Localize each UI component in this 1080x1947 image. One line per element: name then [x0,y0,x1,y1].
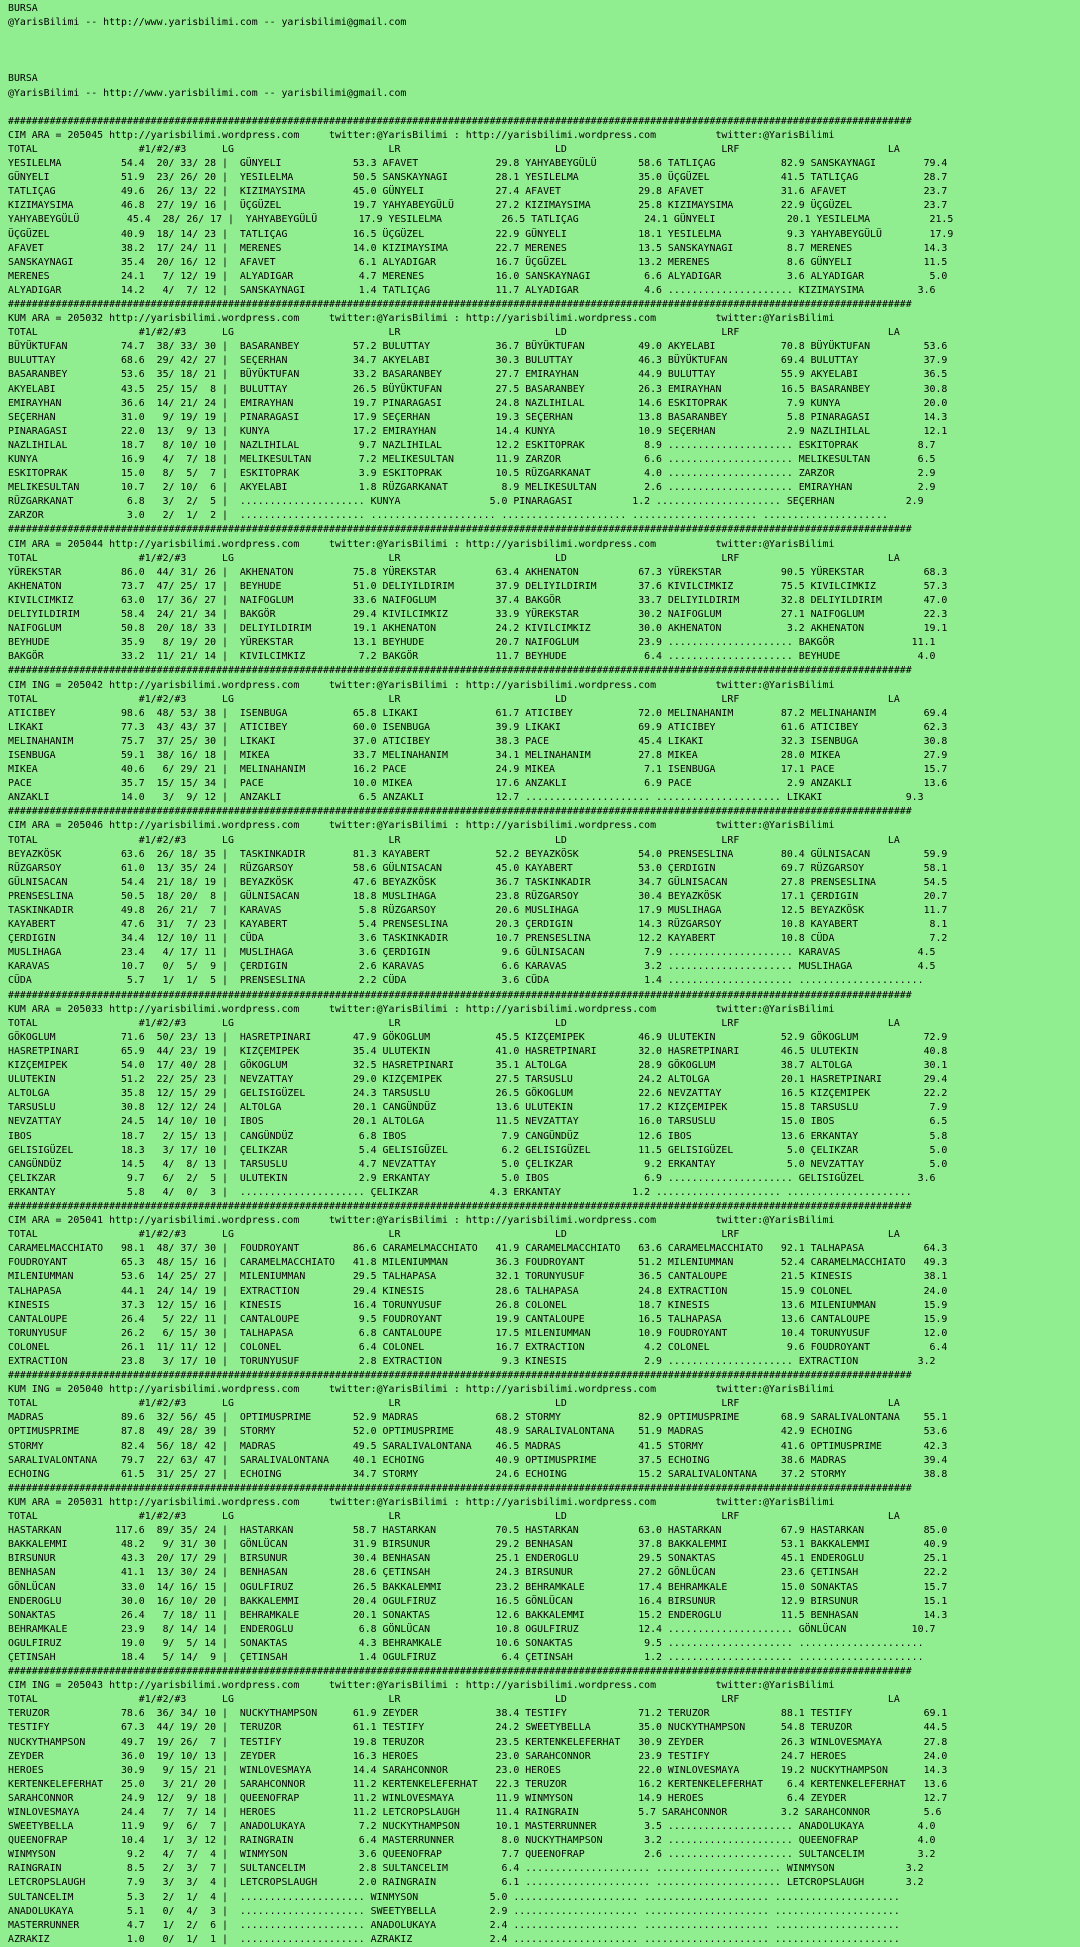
horse-row: SEÇERHAN 31.0 9/ 19/ 19 | PINARAGASI 17.9 SEÇERHAN 19.3 SEÇERHAN 13.8 BASARANBEY 5.8 PINARAGASI 14.3 [8,411,948,423]
horse-row: KINESIS 37.3 12/ 15/ 16 | KINESIS 16.4 TORUNYUSUF 26.8 COLONEL 18.7 KINESIS 13.6 MILENIUMMAN 15.9 [8,1299,948,1311]
horse-row: PRENSESLINA 50.5 18/ 20/ 8 | GÜLNISACAN 18.8 MUSLIHAGA 23.8 RÜZGARSOY 30.4 BEYAZKÖSK 17.1 ÇERDIGIN 20.7 [8,890,948,902]
horse-row: RÜZGARKANAT 6.8 3/ 2/ 5 | ..................... KUNYA 5.0 PINARAGASI 1.2 ..................... SEÇERHAN 2.9 [8,496,924,508]
horse-row: ERKANTAY 5.8 4/ 0/ 3 | ..................... ÇELIKZAR 4.3 ERKANTAY 1.2 ..................... ..................... [8,1186,912,1198]
horse-row: YESILELMA 54.4 20/ 33/ 28 | GÜNYELI 53.3 AFAVET 29.8 YAHYABEYGÜLÜ 58.6 TATLIÇAG 82.9 SANSKAYNAGI 79.4 [8,158,948,170]
horse-row: WINLOVESMAYA 24.4 7/ 7/ 14 | HEROES 11.2 LETCROPSLAUGH 11.4 RAINGRAIN 5.7 SARAHCONNOR 3.2 SARAHCONNOR 5.6 [8,1807,942,1818]
horse-row: AKYELABI 43.5 25/ 15/ 8 | BULUTTAY 26.5 BÜYÜKTUFAN 27.5 BASARANBEY 26.3 EMIRAYHAN 16.5 BASARANBEY 30.8 [8,383,948,395]
horse-row: KIVILCIMKIZ 63.0 17/ 36/ 27 | NAIFOGLUM 33.6 NAIFOGLUM 37.4 BAKGÖR 33.7 DELIYILDIRIM 32.8 DELIYILDIRIM 47.0 [8,594,948,606]
horse-row: RÜZGARSOY 61.0 13/ 35/ 24 | RÜZGARSOY 58.6 GÜLNISACAN 45.0 KAYABERT 53.0 ÇERDIGIN 69.7 RÜZGARSOY 58.1 [8,862,948,874]
horse-row: HASRETPINARI 65.9 44/ 23/ 19 | KIZÇEMIPEK 35.4 ULUTEKIN 41.0 HASRETPINARI 32.0 HASRETPINARI 46.5 ULUTEKIN 40.8 [8,1045,948,1057]
horse-row: QUEENOFRAP 10.4 1/ 3/ 12 | RAINGRAIN 6.4 MASTERRUNNER 8.0 NUCKYTHAMPSON 3.2 ..................... QUEENOFRAP 4.0 [8,1835,936,1847]
horse-row: DELIYILDIRIM 58.4 24/ 21/ 34 | BAKGÖR 29.4 KIVILCIMKIZ 33.9 YÜREKSTAR 30.2 NAIFOGLUM 27.1 NAIFOGLUM 22.3 [8,609,948,621]
horse-row: ANADOLUKAYA 5.1 0/ 4/ 3 | ..................... SWEETYBELLA 2.9 ..................... ..................... ..................... [8,1905,900,1917]
column-header: TOTAL #1/#2/#3 LG LR LD LRF LA [8,1694,900,1706]
horse-row: RAINGRAIN 8.5 2/ 3/ 7 | SULTANCELIM 2.8 SULTANCELIM 6.4 ..................... ..................... WINMYSON 3.2 [8,1863,924,1875]
separator-line: ######################################################################################################################################################## [8,524,912,536]
horse-row: GÖKOGLUM 71.6 50/ 23/ 13 | HASRETPINARI 47.9 GÖKOGLUM 45.5 KIZÇEMIPEK 46.9 ULUTEKIN 52.9 GÖKOGLUM 72.9 [8,1031,948,1043]
horse-row: ENDEROGLU 30.0 16/ 10/ 20 | BAKKALEMMI 20.4 OGULFIRUZ 16.5 GÖNLÜCAN 16.4 BIRSUNUR 12.9 BIRSUNUR 15.1 [8,1595,948,1607]
credit-line: @YarisBilimi -- http://www.yarisbilimi.com -- yarisbilimi@gmail.com [8,17,407,29]
race-header: CIM ING = 205042 http://yarisbilimi.wordpress.com twitter:@YarisBilimi : http://yarisbilimi.wordpress.com twitter:@YarisBilimi [8,679,835,691]
column-header: TOTAL #1/#2/#3 LG LR LD LRF LA [8,143,900,155]
horse-row: ÇELIKZAR 9.7 6/ 2/ 5 | ULUTEKIN 2.9 ERKANTAY 5.0 IBOS 6.9 ..................... GELISIGÜZEL 3.6 [8,1172,936,1184]
column-header: TOTAL #1/#2/#3 LG LR LD LRF LA [8,552,900,564]
horse-row: BÜYÜKTUFAN 74.7 38/ 33/ 30 | BASARANBEY 57.2 BULUTTAY 36.7 BÜYÜKTUFAN 49.0 AKYELABI 70.8 BÜYÜKTUFAN 53.6 [8,341,948,353]
separator-line: ######################################################################################################################################################## [8,1370,912,1382]
blank-line [8,101,1080,115]
credit-line: @YarisBilimi -- http://www.yarisbilimi.com -- yarisbilimi@gmail.com [8,87,407,99]
horse-row: KERTENKELEFERHAT 25.0 3/ 21/ 20 | SARAHCONNOR 11.2 KERTENKELEFERHAT 22.3 TERUZOR 16.2 KERTENKELEFERHAT 6.4 KERTENKELEFERHAT 13.6 [8,1778,948,1790]
horse-row: MIKEA 40.6 6/ 29/ 21 | MELINAHANIM 16.2 PACE 24.9 MIKEA 7.1 ISENBUGA 17.1 PACE 15.7 [8,764,948,776]
horse-row: CANTALOUPE 26.4 5/ 22/ 11 | CANTALOUPE 9.5 FOUDROYANT 19.9 CANTALOUPE 16.5 TALHAPASA 13.6 CANTALOUPE 15.9 [8,1313,948,1325]
horse-row: ANZAKLI 14.0 3/ 9/ 12 | ANZAKLI 6.5 ANZAKLI 12.7 ..................... ..................... LIKAKI 9.3 [8,792,924,804]
horse-row: KAYABERT 47.6 31/ 7/ 23 | KAYABERT 5.4 PRENSESLINA 20.3 ÇERDIGIN 14.3 RÜZGARSOY 10.8 KAYABERT 8.1 [8,919,948,931]
horse-row: BASARANBEY 53.6 35/ 18/ 21 | BÜYÜKTUFAN 33.2 BASARANBEY 27.7 EMIRAYHAN 44.9 BULUTTAY 55.9 AKYELABI 36.5 [8,369,948,381]
horse-row: SARAHCONNOR 24.9 12/ 9/ 18 | QUEENOFRAP 11.2 WINLOVESMAYA 11.9 WINMYSON 14.9 HEROES 6.4 ZEYDER 12.7 [8,1792,948,1804]
horse-row: BAKGÖR 33.2 11/ 21/ 14 | KIVILCIMKIZ 7.2 BAKGÖR 11.7 BEYHUDE 6.4 ..................... BEYHUDE 4.0 [8,651,936,663]
horse-row: AFAVET 38.2 17/ 24/ 11 | MERENES 14.0 KIZIMAYSIMA 22.7 MERENES 13.5 SANSKAYNAGI 8.7 MERENES 14.3 [8,242,948,254]
column-header: TOTAL #1/#2/#3 LG LR LD LRF LA [8,1511,900,1523]
horse-row: HEROES 30.9 9/ 15/ 21 | WINLOVESMAYA 14.4 SARAHCONNOR 23.0 HEROES 22.0 WINLOVESMAYA 19.2 NUCKYTHAMPSON 14.3 [8,1764,948,1776]
horse-row: BIRSUNUR 43.3 20/ 17/ 29 | BIRSUNUR 30.4 BENHASAN 25.1 ENDEROGLU 29.5 SONAKTAS 45.1 ENDEROGLU 25.1 [8,1553,948,1565]
horse-row: KARAVAS 10.7 0/ 5/ 9 | ÇERDIGIN 2.6 KARAVAS 6.6 KARAVAS 3.2 ..................... MUSLIHAGA 4.5 [8,961,936,973]
race-header: CIM ARA = 205045 http://yarisbilimi.wordpress.com twitter:@YarisBilimi : http://yarisbilimi.wordpress.com twitter:@YarisBilimi [8,129,835,141]
horse-row: ALYADIGAR 14.2 4/ 7/ 12 | SANSKAYNAGI 1.4 TATLIÇAG 11.7 ALYADIGAR 4.6 ..................... KIZIMAYSIMA 3.6 [8,284,936,296]
horse-row: SONAKTAS 26.4 7/ 18/ 11 | BEHRAMKALE 20.1 SONAKTAS 12.6 BAKKALEMMI 15.2 ENDEROGLU 11.5 BENHASAN 14.3 [8,1609,948,1621]
horse-row: ÇETINSAH 18.4 5/ 14/ 9 | ÇETINSAH 1.4 OGULFIRUZ 6.4 ÇETINSAH 1.2 ..................... ..................... [8,1651,924,1663]
horse-row: IBOS 18.7 2/ 15/ 13 | CANGÜNDÜZ 6.8 IBOS 7.9 CANGÜNDÜZ 12.6 IBOS 13.6 ERKANTAY 5.8 [8,1130,948,1142]
separator-line: ######################################################################################################################################################## [8,1200,912,1212]
city-line: BURSA [8,3,38,14]
blank-line [8,58,1080,72]
horse-row: MILENIUMMAN 53.6 14/ 25/ 27 | MILENIUMMAN 29.5 TALHAPASA 32.1 TORUNYUSUF 36.5 CANTALOUPE 21.5 KINESIS 38.1 [8,1271,948,1283]
separator-line: ######################################################################################################################################################## [8,1482,912,1494]
horse-row: NUCKYTHAMPSON 49.7 19/ 26/ 7 | TESTIFY 19.8 TERUZOR 23.5 KERTENKELEFERHAT 30.9 ZEYDER 26.3 WINLOVESMAYA 27.8 [8,1736,948,1748]
column-header: TOTAL #1/#2/#3 LG LR LD LRF LA [8,1017,900,1029]
race-header: CIM ARA = 205041 http://yarisbilimi.wordpress.com twitter:@YarisBilimi : http://yarisbilimi.wordpress.com twitter:@YarisBilimi [8,1215,835,1227]
blank-line [8,30,1080,44]
separator-line: ######################################################################################################################################################## [8,1666,912,1678]
horse-row: NAZLIHILAL 18.7 8/ 10/ 10 | NAZLIHILAL 9.7 NAZLIHILAL 12.2 ESKITOPRAK 8.9 ..................... ESKITOPRAK 8.7 [8,439,936,451]
horse-row: KUNYA 16.9 4/ 7/ 18 | MELIKESULTAN 7.2 MELIKESULTAN 11.9 ZARZOR 6.6 ..................... MELIKESULTAN 6.5 [8,454,936,465]
horse-row: ESKITOPRAK 15.0 8/ 5/ 7 | ESKITOPRAK 3.9 ESKITOPRAK 10.5 RÜZGARKANAT 4.0 ..................... ZARZOR 2.9 [8,468,936,480]
horse-row: MELIKESULTAN 10.7 2/ 10/ 6 | AKYELABI 1.8 RÜZGARKANAT 8.9 MELIKESULTAN 2.6 ..................... EMIRAYHAN 2.9 [8,482,936,494]
horse-row: MUSLIHAGA 23.4 4/ 17/ 11 | MUSLIHAGA 3.6 ÇERDIGIN 9.6 GÜLNISACAN 7.9 ..................... KARAVAS 4.5 [8,947,936,959]
horse-row: CARAMELMACCHIATO 98.1 48/ 37/ 30 | FOUDROYANT 86.6 CARAMELMACCHIATO 41.9 CARAMELMACCHIATO 63.6 CARAMELMACCHIATO 92.1 TALHAPASA 64.3 [8,1243,948,1255]
blank-line [8,44,1080,58]
horse-row: BENHASAN 41.1 13/ 30/ 24 | BENHASAN 28.6 ÇETINSAH 24.3 BIRSUNUR 27.2 GÖNLÜCAN 23.6 ÇETINSAH 22.2 [8,1567,948,1579]
column-header: TOTAL #1/#2/#3 LG LR LD LRF LA [8,1229,900,1241]
horse-row: ALTOLGA 35.8 12/ 15/ 29 | GELISIGÜZEL 24.3 TARSUSLU 26.5 GÖKOGLUM 22.6 NEVZATTAY 16.5 KIZÇEMIPEK 22.2 [8,1088,948,1100]
column-header: TOTAL #1/#2/#3 LG LR LD LRF LA [8,1398,900,1410]
horse-row: STORMY 82.4 56/ 18/ 42 | MADRAS 49.5 SARALIVALONTANA 46.5 MADRAS 41.5 STORMY 41.6 OPTIMUSPRIME 42.3 [8,1440,948,1452]
horse-row: KIZIMAYSIMA 46.8 27/ 19/ 16 | ÜÇGÜZEL 19.7 YAHYABEYGÜLÜ 27.2 KIZIMAYSIMA 25.8 KIZIMAYSIMA 22.9 ÜÇGÜZEL 23.7 [8,200,948,212]
horse-row: OGULFIRUZ 19.0 9/ 5/ 14 | SONAKTAS 4.3 BEHRAMKALE 10.6 SONAKTAS 9.5 ..................... ..................... [8,1637,924,1649]
separator-line: ######################################################################################################################################################## [8,298,912,310]
horse-row: SWEETYBELLA 11.9 9/ 6/ 7 | ANADOLUKAYA 7.2 NUCKYTHAMPSON 10.1 MASTERRUNNER 3.5 ..................... ANADOLUKAYA 4.0 [8,1821,936,1833]
horse-row: GELISIGÜZEL 18.3 3/ 17/ 10 | ÇELIKZAR 5.4 GELISIGÜZEL 6.2 GELISIGÜZEL 11.5 GELISIGÜZEL 5.0 ÇELIKZAR 5.0 [8,1144,948,1156]
horse-row: BAKKALEMMI 48.2 9/ 31/ 30 | GÖNLÜCAN 31.9 BIRSUNUR 29.2 BENHASAN 37.8 BAKKALEMMI 53.1 BAKKALEMMI 40.9 [8,1539,948,1551]
horse-row: MASTERRUNNER 4.7 1/ 2/ 6 | ..................... ANADOLUKAYA 2.4 ..................... ..................... ..................... [8,1919,900,1931]
horse-row: MERENES 24.1 7/ 12/ 19 | ALYADIGAR 4.7 MERENES 16.0 SANSKAYNAGI 6.6 ALYADIGAR 3.6 ALYADIGAR 5.0 [8,270,948,282]
horse-row: SULTANCELIM 5.3 2/ 1/ 4 | ..................... WINMYSON 5.0 ..................... ..................... ..................... [8,1891,900,1903]
column-header: TOTAL #1/#2/#3 LG LR LD LRF LA [8,693,900,705]
race-header: CIM ARA = 205046 http://yarisbilimi.wordpress.com twitter:@YarisBilimi : http://yarisbilimi.wordpress.com twitter:@YarisBilimi [8,820,835,832]
horse-row: ISENBUGA 59.1 38/ 16/ 18 | MIKEA 33.7 MELINAHANIM 34.1 MELINAHANIM 27.8 MIKEA 28.0 MIKEA 27.9 [8,749,948,761]
horse-row: BEHRAMKALE 23.9 8/ 14/ 14 | ENDEROGLU 6.8 GÖNLÜCAN 10.8 OGULFIRUZ 12.4 ..................... GÖNLÜCAN 10.7 [8,1623,936,1635]
separator-line: ######################################################################################################################################################## [8,989,912,1001]
horse-row: ZARZOR 3.0 2/ 1/ 2 | ..................... ..................... ..................... ..................... ..................... [8,510,888,522]
horse-row: SANSKAYNAGI 35.4 20/ 16/ 12 | AFAVET 6.1 ALYADIGAR 16.7 ÜÇGÜZEL 13.2 MERENES 8.6 GÜNYELI 11.5 [8,256,948,268]
horse-row: GÜLNISACAN 54.4 21/ 18/ 19 | BEYAZKÖSK 47.6 BEYAZKÖSK 36.7 TASKINKADIR 34.7 GÜLNISACAN 27.8 PRENSESLINA 54.5 [8,876,948,888]
horse-row: TORUNYUSUF 26.2 6/ 15/ 30 | TALHAPASA 6.8 CANTALOUPE 17.5 MILENIUMMAN 10.9 FOUDROYANT 10.4 TORUNYUSUF 12.0 [8,1327,948,1339]
horse-row: NAIFOGLUM 50.8 20/ 18/ 33 | DELIYILDIRIM 19.1 AKHENATON 24.2 KIVILCIMKIZ 30.0 AKHENATON 3.2 AKHENATON 19.1 [8,623,948,635]
horse-row: PACE 35.7 15/ 15/ 34 | PACE 10.0 MIKEA 17.6 ANZAKLI 6.9 PACE 2.9 ANZAKLI 13.6 [8,778,948,790]
city-line: BURSA [8,73,38,85]
horse-row: BULUTTAY 68.6 29/ 42/ 27 | SEÇERHAN 34.7 AKYELABI 30.3 BULUTTAY 46.3 BÜYÜKTUFAN 69.4 BULUTTAY 37.9 [8,355,948,367]
horse-row: EMIRAYHAN 36.6 14/ 21/ 24 | EMIRAYHAN 19.7 PINARAGASI 24.8 NAZLIHILAL 14.6 ESKITOPRAK 7.9 KUNYA 20.0 [8,397,948,409]
horse-row: TALHAPASA 44.1 24/ 14/ 19 | EXTRACTION 29.4 KINESIS 28.6 TALHAPASA 24.8 EXTRACTION 15.9 COLONEL 24.0 [8,1285,948,1297]
horse-row: BEYAZKÖSK 63.6 26/ 18/ 35 | TASKINKADIR 81.3 KAYABERT 52.2 BEYAZKÖSK 54.0 PRENSESLINA 80.4 GÜLNISACAN 59.9 [8,848,948,860]
horse-row: YÜREKSTAR 86.0 44/ 31/ 26 | AKHENATON 75.8 YÜREKSTAR 63.4 AKHENATON 67.3 YÜREKSTAR 90.5 YÜREKSTAR 68.3 [8,566,948,578]
horse-row: MELINAHANIM 75.7 37/ 25/ 30 | LIKAKI 37.0 ATICIBEY 38.3 PACE 45.4 LIKAKI 32.3 ISENBUGA 30.8 [8,735,948,747]
race-header: KUM ARA = 205031 http://yarisbilimi.wordpress.com twitter:@YarisBilimi : http://yarisbilimi.wordpress.com twitter:@YarisBilimi [8,1496,835,1508]
horse-row: LIKAKI 77.3 43/ 43/ 37 | ATICIBEY 60.0 ISENBUGA 39.9 LIKAKI 69.9 ATICIBEY 61.6 ATICIBEY 62.3 [8,721,948,733]
horse-row: TERUZOR 78.6 36/ 34/ 10 | NUCKYTHAMPSON 61.9 ZEYDER 38.4 TESTIFY 71.2 TERUZOR 88.1 TESTIFY 69.1 [8,1708,948,1720]
horse-row: COLONEL 26.1 11/ 11/ 12 | COLONEL 6.4 COLONEL 16.7 EXTRACTION 4.2 COLONEL 9.6 FOUDROYANT 6.4 [8,1341,948,1353]
race-header: KUM ARA = 205032 http://yarisbilimi.wordpress.com twitter:@YarisBilimi : http://yarisbilimi.wordpress.com twitter:@YarisBilimi [8,313,835,325]
horse-row: GÜNYELI 51.9 23/ 26/ 20 | YESILELMA 50.5 SANSKAYNAGI 28.1 YESILELMA 35.0 ÜÇGÜZEL 41.5 TATLIÇAG 28.7 [8,172,948,184]
horse-row: TARSUSLU 30.8 12/ 12/ 24 | ALTOLGA 20.1 CANGÜNDÜZ 13.6 ULUTEKIN 17.2 KIZÇEMIPEK 15.8 TARSUSLU 7.9 [8,1102,948,1114]
horse-row: ULUTEKIN 51.2 22/ 25/ 23 | NEVZATTAY 29.0 KIZÇEMIPEK 27.5 TARSUSLU 24.2 ALTOLGA 20.1 HASRETPINARI 29.4 [8,1074,948,1086]
horse-row: TATLIÇAG 49.6 26/ 13/ 22 | KIZIMAYSIMA 45.0 GÜNYELI 27.4 AFAVET 29.8 AFAVET 31.6 AFAVET 23.7 [8,186,948,198]
horse-row: HASTARKAN 117.6 89/ 35/ 24 | HASTARKAN 58.7 HASTARKAN 70.5 HASTARKAN 63.0 HASTARKAN 67.9 HASTARKAN 85.0 [8,1525,948,1537]
horse-row: AZRAKIZ 1.0 0/ 1/ 1 | ..................... AZRAKIZ 2.4 ..................... ..................... ..................... [8,1933,900,1945]
race-header: CIM ING = 205043 http://yarisbilimi.wordpress.com twitter:@YarisBilimi : http://yarisbilimi.wordpress.com twitter:@YarisBilimi [8,1680,835,1692]
horse-row: WINMYSON 9.2 4/ 7/ 4 | WINMYSON 3.6 QUEENOFRAP 7.7 QUEENOFRAP 2.6 ..................... SULTANCELIM 3.2 [8,1849,936,1861]
horse-row: ÇERDIGIN 34.4 12/ 10/ 11 | CÜDA 3.6 TASKINKADIR 10.7 PRENSESLINA 12.2 KAYABERT 10.8 CÜDA 7.2 [8,933,948,945]
horse-row: OPTIMUSPRIME 87.8 49/ 28/ 39 | STORMY 52.0 OPTIMUSPRIME 48.9 SARALIVALONTANA 51.9 MADRAS 42.9 ECHOING 53.6 [8,1426,948,1438]
horse-row: CANGÜNDÜZ 14.5 4/ 8/ 13 | TARSUSLU 4.7 NEVZATTAY 5.0 ÇELIKZAR 9.2 ERKANTAY 5.0 NEVZATTAY 5.0 [8,1158,948,1170]
horse-row: AKHENATON 73.7 47/ 25/ 17 | BEYHUDE 51.0 DELIYILDIRIM 37.9 DELIYILDIRIM 37.6 KIVILCIMKIZ 75.5 KIVILCIMKIZ 57.3 [8,580,948,592]
horse-row: LETCROPSLAUGH 7.9 3/ 3/ 4 | LETCROPSLAUGH 2.0 RAINGRAIN 6.1 ..................... ..................... LETCROPSLAUGH 3.2 [8,1877,924,1889]
horse-row: SARALIVALONTANA 79.7 22/ 63/ 47 | SARALIVALONTANA 40.1 ECHOING 40.9 OPTIMUSPRIME 37.5 ECHOING 38.6 MADRAS 39.4 [8,1454,948,1466]
race-header: CIM ARA = 205044 http://yarisbilimi.wordpress.com twitter:@YarisBilimi : http://yarisbilimi.wordpress.com twitter:@YarisBilimi [8,538,835,550]
horse-row: TESTIFY 67.3 44/ 19/ 20 | TERUZOR 61.1 TESTIFY 24.2 SWEETYBELLA 35.0 NUCKYTHAMPSON 54.8 TERUZOR 44.5 [8,1722,948,1734]
column-header: TOTAL #1/#2/#3 LG LR LD LRF LA [8,327,900,339]
horse-row: BEYHUDE 35.9 8/ 19/ 20 | YÜREKSTAR 13.1 BEYHUDE 20.7 NAIFOGLUM 23.9 ..................... BAKGÖR 11.1 [8,637,936,649]
horse-row: GÖNLÜCAN 33.0 14/ 16/ 15 | OGULFIRUZ 26.5 BAKKALEMMI 23.2 BEHRAMKALE 17.4 BEHRAMKALE 15.0 SONAKTAS 15.7 [8,1581,948,1593]
horse-row: TASKINKADIR 49.8 26/ 21/ 7 | KARAVAS 5.8 RÜZGARSOY 20.6 MUSLIHAGA 17.9 MUSLIHAGA 12.5 BEYAZKÖSK 11.7 [8,905,948,916]
horse-row: ZEYDER 36.0 19/ 10/ 13 | ZEYDER 16.3 HEROES 23.0 SARAHCONNOR 23.9 TESTIFY 24.7 HEROES 24.0 [8,1750,948,1762]
horse-row: NEVZATTAY 24.5 14/ 10/ 10 | IBOS 20.1 ALTOLGA 11.5 NEVZATTAY 16.0 TARSUSLU 15.0 IBOS 6.5 [8,1116,948,1128]
horse-row: KIZÇEMIPEK 54.0 17/ 40/ 28 | GÖKOGLUM 32.5 HASRETPINARI 35.1 ALTOLGA 28.9 GÖKOGLUM 38.7 ALTOLGA 30.1 [8,1060,948,1072]
horse-row: FOUDROYANT 65.3 48/ 15/ 16 | CARAMELMACCHIATO 41.8 MILENIUMMAN 36.3 FOUDROYANT 51.2 MILENIUMMAN 52.4 CARAMELMACCHIATO 49.3 [8,1257,948,1269]
horse-row: ECHOING 61.5 31/ 25/ 27 | ECHOING 34.7 STORMY 24.6 ECHOING 15.2 SARALIVALONTANA 37.2 STORMY 38.8 [8,1468,948,1480]
horse-row: YAHYABEYGÜLÜ 45.4 28/ 26/ 17 | YAHYABEYGÜLÜ 17.9 YESILELMA 26.5 TATLIÇAG 24.1 GÜNYELI 20.1 YESILELMA 21.5 [8,214,954,226]
horse-row: MADRAS 89.6 32/ 56/ 45 | OPTIMUSPRIME 52.9 MADRAS 68.2 STORMY 82.9 OPTIMUSPRIME 68.9 SARALIVALONTANA 55.1 [8,1412,948,1424]
horse-row: EXTRACTION 23.8 3/ 17/ 10 | TORUNYUSUF 2.8 EXTRACTION 9.3 KINESIS 2.9 ..................... EXTRACTION 3.2 [8,1356,936,1367]
separator-line: ######################################################################################################################################################## [8,665,912,677]
column-header: TOTAL #1/#2/#3 LG LR LD LRF LA [8,834,900,846]
separator-line: ######################################################################################################################################################## [8,115,912,127]
horse-row: ATICIBEY 98.6 48/ 53/ 38 | ISENBUGA 65.8 LIKAKI 61.7 ATICIBEY 72.0 MELINAHANIM 87.2 MELINAHANIM 69.4 [8,707,948,719]
horse-row: PINARAGASI 22.0 13/ 9/ 13 | KUNYA 17.2 EMIRAYHAN 14.4 KUNYA 10.9 SEÇERHAN 2.9 NAZLIHILAL 12.1 [8,425,948,437]
separator-line: ######################################################################################################################################################## [8,806,912,818]
race-header: KUM ARA = 205033 http://yarisbilimi.wordpress.com twitter:@YarisBilimi : http://yarisbilimi.wordpress.com twitter:@YarisBilimi [8,1003,835,1015]
horse-row: ÜÇGÜZEL 40.9 18/ 14/ 23 | TATLIÇAG 16.5 ÜÇGÜZEL 22.9 GÜNYELI 18.1 YESILELMA 9.3 YAHYABEYGÜLÜ 17.9 [8,228,954,240]
horse-row: CÜDA 5.7 1/ 1/ 5 | PRENSESLINA 2.2 CÜDA 3.6 CÜDA 1.4 ..................... ..................... [8,975,924,987]
race-header: KUM ING = 205040 http://yarisbilimi.wordpress.com twitter:@YarisBilimi : http://yarisbilimi.wordpress.com twitter:@YarisBilimi [8,1384,835,1396]
